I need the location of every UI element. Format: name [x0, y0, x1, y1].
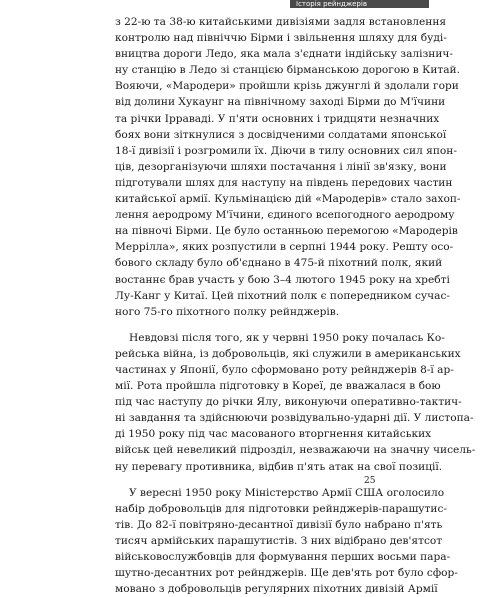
text-line: лення аеродрому М'їчини, єдиного всепогодного аеродрому — [115, 209, 455, 222]
paragraph-gap — [115, 320, 397, 330]
running-header-title: Історія рейнджерів — [296, 0, 367, 8]
paragraph — [115, 14, 461, 330]
text-line: китайської армії. Кульмінацією дій «Мародерів» стало захоп- — [115, 193, 461, 206]
text-line: рейська війна, із добровольців, які служили в американських — [115, 347, 461, 360]
paragraph-gap — [115, 475, 397, 485]
text-line: ного 75-го піхотного полку рейнджерів. — [115, 305, 340, 318]
text-line: шутно-десантних рот рейнджерів. Ще дев'ять рот було сфор- — [115, 567, 458, 580]
text-line: з 22-ю та 38-ю китайськими дивізіями задля встановлення — [115, 16, 447, 28]
text-line: під час наступу до річки Ялу, виконуючи оперативно-тактич- — [115, 396, 462, 409]
paragraph — [115, 330, 476, 485]
text-line: частинах у Японії, було сформовано роту рейнджерів 8-ї ар- — [115, 363, 454, 376]
text-line: У вересні 1950 року Міністерство Армії США оголосило — [129, 486, 445, 499]
text-line: на півночі Бірми. Це було останньою перемогою «Мародерів — [115, 225, 458, 238]
text-line: Лу-Канг у Китаї. Цей піхотний полк є попередником сучас- — [115, 289, 450, 302]
text-line: вництва дороги Ледо, яка мала з'єднати індійську залізнич- — [115, 48, 453, 61]
text-line: 18-ї дивізії і розгромили їх. Діючи в тилу основних сил япон- — [115, 144, 457, 157]
text-line: Меррілла», яких розпустили в серпні 1944 року. Решту осо- — [115, 241, 454, 254]
page-number: 25 — [364, 476, 376, 486]
text-line: ні завдання та здійснюючи розвідувально-ударні дії. У листопа- — [115, 412, 474, 425]
text-line: підготували шлях для наступу на південь передових частин — [115, 176, 453, 189]
paragraph — [115, 485, 458, 597]
text-line: ді 1950 року під час масованого вторгнення китайських — [115, 428, 432, 441]
text-line: контролю над північчю Бірми і звільнення шляху для буді- — [115, 32, 447, 45]
text-line: бового складу було об'єднано в 475-й піхотний полк, який — [115, 257, 443, 270]
text-line: тисяч армійських парашутистів. З них відібрано дев'ятсот — [115, 534, 443, 547]
text-line: від долини Хукаунг на північному заході Бірми до М'їчини — [115, 96, 446, 109]
text-line: набір добровольців для підготовки рейнджерів-парашутис- — [115, 502, 447, 515]
text-line: ців, дезорганізуючи шляхи постачання і лінії зв'язку, вони — [115, 160, 447, 173]
text-line: військовослужбовців для формування перших восьми пара- — [115, 551, 451, 563]
page-body-text — [115, 14, 476, 597]
text-line: військ цей невеликий підрозділ, незважаючи на значну чисель- — [115, 444, 476, 457]
text-line: мовано з добровольців регулярних піхотних дивізій Армії — [115, 583, 438, 596]
text-line: востаннє брав участь у бою 3–4 лютого 1945 року на хребті — [115, 273, 450, 286]
text-line: тів. До 82-ї повітряно-десантної дивізії було набрано п'ять — [115, 518, 443, 531]
text-line: та річки Ірраваді. У п'яти основних і тридцяти незначних — [115, 112, 440, 125]
text-line: ну перевагу противника, відбив п'ять атак на свої позиції. — [115, 460, 443, 473]
text-line: мії. Рота пройшла підготовку в Кореї, де вважалася в бою — [115, 380, 441, 393]
text-line: боях вони зіткнулися з досвідченими солдатами японської — [115, 128, 447, 141]
text-line: Вояючи, «Мародери» пройшли крізь джунглі й здолали гори — [115, 80, 459, 93]
text-line: ну станцію в Ледо зі станцією бірманською дорогою в Китай. — [115, 64, 460, 77]
text-line: Невдовзі після того, як у червні 1950 року почалась Ко- — [129, 331, 445, 344]
